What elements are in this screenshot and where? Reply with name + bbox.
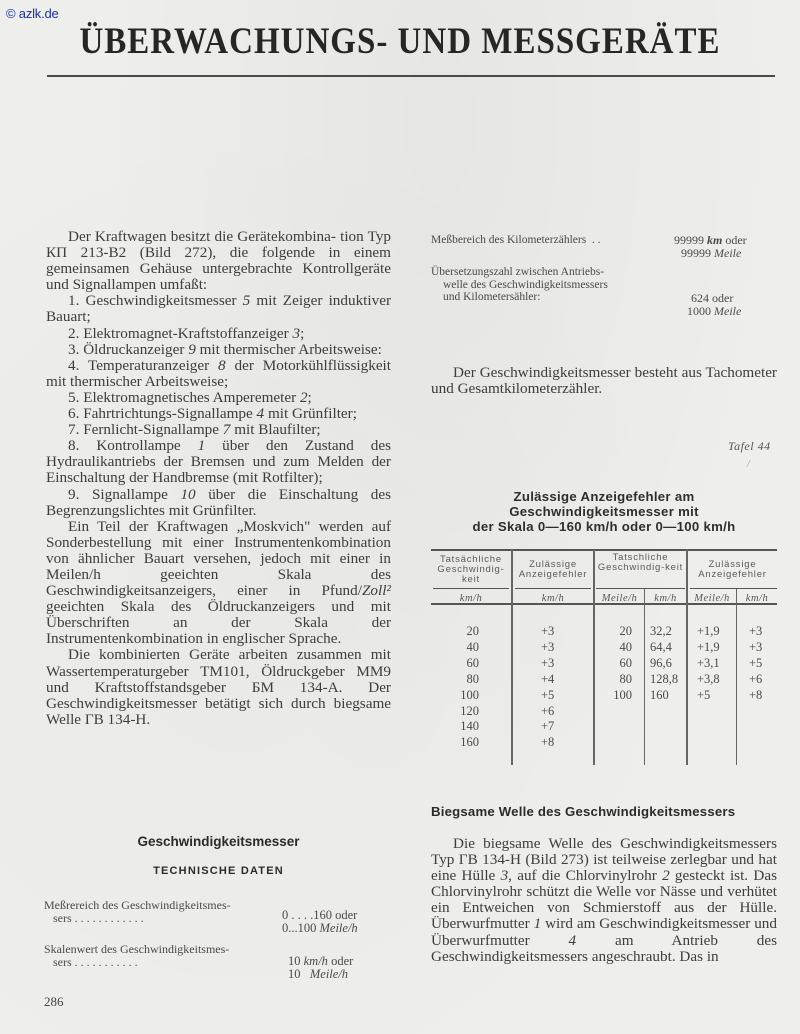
list-item-reference-number: 2 (299, 388, 308, 406)
list-item-text-cont: über den Zustand des Hydraulikantriebs der Bremsen und zum Melden der Einschaltung der Handbremse (mit Rotfilter); (46, 437, 392, 487)
table-number: Tafel 44 (728, 439, 771, 453)
header-sub-rule (596, 588, 685, 589)
table-cell: +3 (749, 639, 763, 654)
moskvich-paragraph (46, 519, 391, 648)
table-top-rule (431, 549, 777, 551)
list-item-text: 4. Temperaturanzeiger (68, 356, 219, 374)
instrument-list-item (46, 390, 391, 406)
column-actual-mph (596, 624, 632, 704)
spec-value-2 (288, 968, 348, 981)
spec-value-number: 99999 (674, 233, 707, 247)
header-permissible-error-kmh: Zulässige Anzeigefehler (518, 559, 588, 580)
list-item-text-cont: ; (307, 388, 312, 406)
column-actual-kmh (437, 624, 479, 751)
table-cell: +8 (541, 735, 555, 750)
table-cell: +6 (749, 671, 763, 686)
spec-label: Meßrereich des Geschwindigkeitsmes- (44, 898, 231, 912)
table-cell: 60 (466, 655, 479, 670)
spec-scale-value (44, 942, 394, 981)
table-cell: +1,9 (697, 624, 720, 638)
table-mark: / (747, 459, 750, 470)
table-cell: 80 (619, 671, 632, 686)
table-cell: 160 (460, 735, 479, 750)
speedometer-paragraph: Der Geschwindigkeitsmesser besteht aus Tachometer und Gesamtkilometerzähler. (431, 364, 777, 398)
spec-label-cont: sers . . . . . . . . . . . . (53, 911, 144, 925)
table-cell: 140 (460, 719, 479, 734)
table-title-line-1: Zulässige Anzeigefehler am (513, 489, 695, 504)
instrument-list-item (46, 358, 391, 390)
table-cell: 80 (466, 671, 479, 686)
list-item-reference-number: 8 (218, 356, 226, 374)
subsection-title: Biegsame Welle des Geschwindigkeitsmessers (431, 804, 736, 819)
list-item-text: 7. Fernlicht-Signallampe (68, 421, 223, 439)
table-title-line-2: Geschwindigkeitsmesser mit (509, 504, 699, 519)
intro-text-2: tion Typ КП 213-B2 (Bild 272), die folgende in einem gemeinsamen Gehäuse untergebrachte Kontrollgeräte und Signallampen umfaßt: (46, 228, 392, 294)
table-cell: +8 (749, 687, 763, 702)
list-item-text-cont: mit thermischer Arbeitsweise: (195, 340, 382, 358)
column-error-mph (697, 624, 733, 704)
spec-value-number: 0...100 (282, 921, 320, 935)
unit-label: Meile/h (694, 593, 730, 604)
spec-value (674, 234, 747, 247)
column-error-mph-kmh (749, 624, 773, 704)
header-sub-rule (433, 588, 509, 589)
spec-value-or: oder (722, 233, 747, 247)
list-item-text: 2. Elektromagnet-Kraftstoffanzeiger (68, 324, 293, 342)
spec-value-2 (282, 922, 358, 935)
spec-value-number: 99999 (681, 246, 714, 260)
table-cell: 20 (619, 624, 632, 638)
table-cell: +3 (541, 639, 555, 654)
paragraph-text: Die biegsame Welle des Geschwindigkeitsmessers Typ ГВ 134-H (Bild 273) ist teilweise zerlegbar und hat eine Hülle (431, 835, 777, 885)
spec-value-unit: Meile (714, 246, 742, 260)
list-item-text: 1. Geschwindigkeitsmesser (68, 292, 243, 310)
instrument-list-item (46, 487, 391, 519)
list-item-text-cont: der Motorkühlflüssigkeit mit thermischer Arbeitsweise; (46, 356, 391, 390)
column-actual-mph-kmh (650, 624, 686, 704)
spec-label: Meßbereich des Kilometerzählers . . (431, 234, 601, 246)
instrument-list-item (46, 342, 391, 358)
combined-devices-paragraph: Die kombinierten Geräte arbeiten zusammen mit Wassertemperaturgeber TM101, Öldruckgeber MM9 und Kraftstoffstandsgeber БМ 134-A. Der Geschwindigkeitsmesser betätigt sich durch biegsame Welle ГВ 134-H. (46, 646, 391, 728)
spec-label-cont: sers . . . . . . . . . . . (53, 955, 138, 969)
unit-label: km/h (459, 593, 483, 604)
paragraph-text: wird am Geschwindigkeitsmesser und Überwurfmutter (431, 915, 777, 949)
page-title: ÜBERWACHUNGS- UND MESSGERÄTE (79, 21, 721, 63)
table-cell: 20 (466, 624, 479, 638)
column-divider (686, 549, 688, 765)
list-item-text: 8. Kontrollampe (68, 437, 198, 455)
spec-label: Skalenwert des Geschwindigkeitsmes- (44, 942, 230, 956)
table-title (431, 489, 777, 534)
spec-value-number: 10 (288, 954, 304, 968)
table-cell: 64,4 (650, 639, 672, 654)
spec-value-or: oder (327, 954, 354, 968)
table-cell: +7 (541, 719, 555, 734)
watermark: © azlk.de (6, 6, 59, 21)
spec-value-unit: Meile/h (319, 921, 358, 935)
spec-value-number: 10 (288, 967, 310, 981)
header-sub-rule (515, 588, 591, 589)
table-cell: 120 (460, 703, 479, 718)
unit-label: Meile/h (601, 593, 638, 604)
spec-odometer-range (431, 233, 777, 260)
list-item-reference-number: 10 (180, 485, 196, 503)
spec-value-unit: km (707, 233, 723, 247)
header-sub-rule (690, 588, 777, 589)
table-cell: 40 (619, 639, 632, 654)
column-divider (644, 589, 645, 765)
table-cell: 60 (619, 655, 632, 670)
table-cell: +6 (541, 703, 555, 718)
table-cell: 128,8 (650, 671, 679, 686)
column-divider (593, 549, 595, 765)
intro-paragraph (46, 229, 391, 293)
intro-text-1: Der Kraftwagen besitzt die Gerätekombina- (68, 228, 336, 245)
spec-value: 0 . . . .160 oder (282, 908, 358, 922)
instrument-list-item (46, 293, 391, 325)
list-item-reference-number: 1 (197, 437, 206, 455)
list-item-text-cont: mit Zeiger induktiver Bauart; (46, 292, 391, 326)
spec-label: Übersetzungszahl zwischen Antriebs- (431, 266, 605, 278)
spec-value-unit: Meile (714, 304, 742, 318)
header-actual-speed-mph: Tatschliche Geschwindig-keit (597, 552, 684, 573)
spec-value-2 (681, 247, 741, 260)
column-divider (511, 549, 513, 765)
spec-label-cont-2: und Kilometersähler: (443, 291, 541, 303)
unit-label: km/h (541, 593, 565, 604)
table-cell: +5 (697, 687, 711, 702)
spec-label-cont: welle des Geschwindigkeitsmessers (443, 278, 608, 291)
list-item-reference-number: 3 (292, 324, 301, 342)
table-cell: +3 (749, 624, 763, 638)
spec-value: 624 oder (691, 291, 734, 305)
list-item-text: 5. Elektromagnetisches Amperemeter (68, 388, 300, 406)
paragraph-text: am Antrieb des Geschwindigkeitsmessers angeschraubt. Das in (431, 931, 777, 965)
column-error-kmh (541, 624, 571, 751)
flexible-shaft-paragraph (431, 836, 777, 965)
paragraph-text: , auf die Chlorvinylrohr (508, 867, 663, 885)
table-cell: 100 (613, 687, 632, 702)
list-item-text-cont: ; (300, 324, 305, 342)
spec-value-unit: Meile/h (309, 967, 349, 981)
moskvich-unit: Zoll² (361, 582, 391, 600)
list-item-reference-number: 4 (256, 405, 265, 423)
list-item-reference-number: 7 (222, 421, 231, 439)
unit-label: km/h (745, 593, 769, 604)
instrument-list-item (46, 422, 391, 438)
header-permissible-error-mph: Zulässige Anzeigefehler (698, 559, 767, 580)
spec-value-number: 1000 (687, 304, 714, 318)
table-cell: +5 (749, 655, 763, 670)
section-title: Geschwindigkeitsmesser (137, 834, 300, 849)
instrument-list-item (46, 406, 391, 422)
part-reference-number: 4 (568, 931, 577, 949)
spec-gear-ratio (431, 266, 777, 318)
error-table (431, 549, 777, 765)
instrument-list (46, 293, 391, 518)
list-item-reference-number: 9 (188, 340, 196, 358)
spec-measuring-range (44, 898, 394, 935)
part-reference-number: 3 (500, 867, 509, 885)
table-title-line-3: der Skala 0—160 km/h oder 0—100 km/h (472, 519, 736, 534)
spec-value-2 (687, 305, 741, 318)
column-divider (736, 589, 737, 765)
part-reference-number: 1 (533, 915, 542, 933)
instrument-list-item (46, 438, 391, 486)
list-item-reference-number: 5 (242, 292, 251, 310)
list-item-text-cont: mit Grünfilter; (264, 405, 357, 423)
table-cell: +3 (541, 624, 555, 638)
unit-label: km/h (654, 593, 677, 604)
list-item-text: 3. Öldruckanzeiger (68, 340, 189, 358)
title-divider (47, 75, 775, 77)
spec-value-unit: km/h (303, 954, 328, 968)
table-cell: +1,9 (697, 639, 720, 654)
moskvich-text-post: geeichten Skala des Öldruckanzeigers und mit Überschriften an der Skala der Instrumentenkombination in englischer Sprache. (46, 598, 391, 648)
list-item-text: 9. Signallampe (68, 485, 181, 503)
list-item-text: 6. Fahrtrichtungs-Signallampe (68, 405, 257, 423)
page-number: 286 (44, 994, 64, 1009)
section-subtitle: TECHNISCHE DATEN (153, 865, 284, 877)
table-cell: 96,6 (650, 655, 672, 670)
table-cell: +3,1 (697, 655, 720, 670)
table-cell: +3,8 (697, 671, 720, 686)
table-cell: +3 (541, 655, 555, 670)
table-cell: 160 (650, 687, 669, 702)
list-item-text-cont: mit Blaufilter; (230, 421, 321, 439)
paragraph-text: gesteckt ist. Das Chlorvinylrohr schützt die Welle vor Nässe und verhütet ein Entweichen von Schmierstoff aus der Hülle. Überwurfmutter (431, 867, 777, 933)
list-item-text-cont: über die Einschaltung des Begrenzungslichtes mit Grünfilter. (46, 485, 391, 519)
header-actual-speed-kmh: Tatsächliche Geschwindig-keit (437, 554, 505, 585)
instrument-list-item (46, 326, 391, 342)
table-cell: 100 (460, 687, 479, 702)
table-cell: 40 (466, 639, 479, 654)
table-cell: +5 (541, 687, 555, 702)
table-cell: 32,2 (650, 624, 672, 638)
part-reference-number: 2 (662, 867, 670, 885)
table-cell: +4 (541, 671, 555, 686)
moskvich-text-pre: Ein Teil der Kraftwagen „Moskvich" werden auf Sonderbestellung mit einer Instrumentenkombination von ähnlicher Bauart versehen, jedoch mit einer in Meilen/h geeichten Skala des Geschwindigkeitsanzeigers, einer in Pfund/ (46, 517, 391, 600)
left-column (46, 229, 391, 728)
